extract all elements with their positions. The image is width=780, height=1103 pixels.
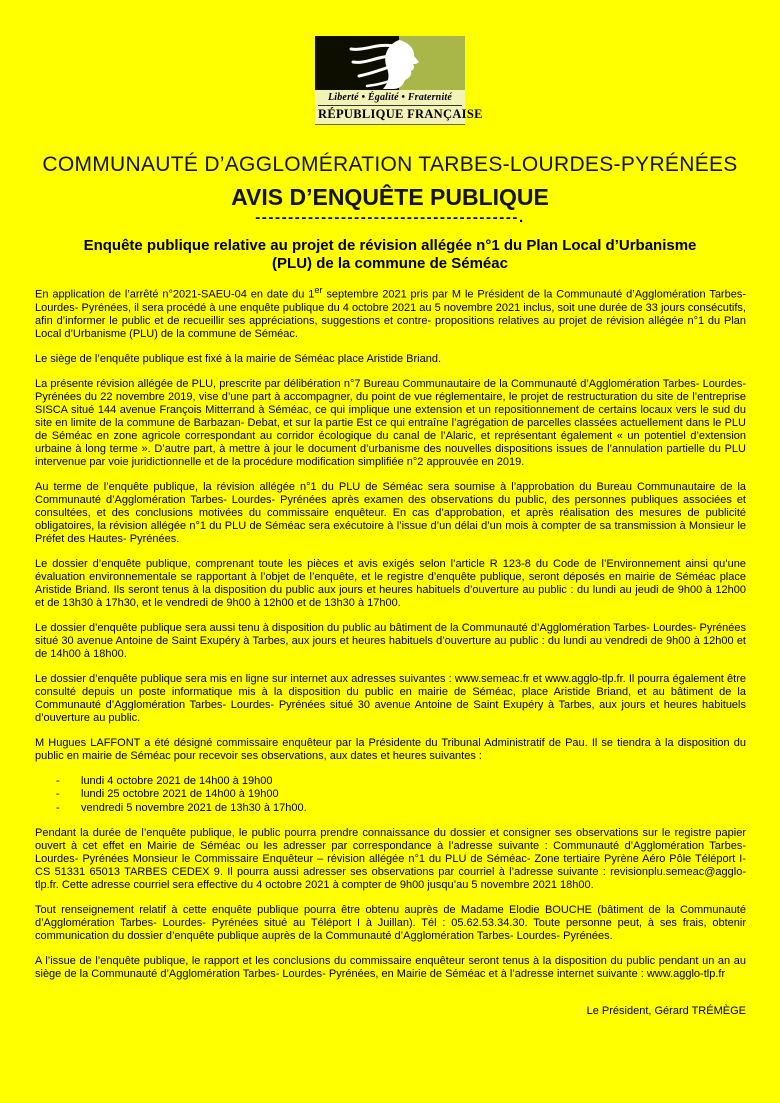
paragraph-observations: Pendant la durée de l’enquête publique, le public pourra prendre connaissance du dossier et consigner ses observations sur le registre papier ouvert à cet effet en Mairie de Séméac ou les adresser par correspondance à l’adresse suivante : Communauté d’Agglomération Tarbes- Lourdes- Pyrénées Monsieur le Commissaire Enquêteur – révision allégée n°1 du PLU de Séméac- Zone tertiaire Pyrène Aéro Pôle Téléport I- CS 51331 65013 TARBES CEDEX 9. Il pourra aussi adresser ses observations par courriel à l’adresse suivante : revisionplu.semeac@agglo-tlp.fr. Cette adresse courriel sera effective du 4 octobre 2021 à compter de 9h00 jusqu’au 5 novembre 2021 18h00. [35, 827, 746, 892]
paragraph-commissaire: M Hugues LAFFONT a été désigné commissaire enquêteur par la Présidente du Tribunal Administratif de Pau. Il se tiendra à la disposition du public en mairie de Séméac pour recevoir ses observations, aux dates et heures suivantes : [35, 736, 746, 762]
paragraph-renseignements: Tout renseignement relatif à cette enquête publique pourra être obtenu auprès de Madame Elodie BOUCHE (bâtiment de la Communauté d’Agglomération Tarbes- Lourdes- Pyrénées situé au Téléport I à Juillan). Tél : 05.62.53.34.30. Toute personne peut, à ses frais, obtenir communication du dossier d’enquête publique auprès de la Communauté d’Agglomération Tarbes- Lourdes- Pyrénées. [35, 904, 746, 943]
logo-text-band [315, 90, 483, 125]
schedule-item [56, 788, 746, 802]
republic-logo [315, 36, 483, 125]
paragraph-dossier-mairie: Le dossier d’enquête publique, comprenant toute les pièces et avis exigés selon l’article R 123-8 du Code de l’Environnement ainsi qu’une évaluation environnementale se rapportant à l’objet de l’enquête, et le registre d’enquête publique, seront déposés en mairie de Séméac place Aristide Briand. Ils seront tenus à la disposition du public aux jours et heures habituels d’ouverture au public : du lundi au jeudi de 9h00 à 12h00 et de 13h30 à 17h30, et le vendredi de 9h00 à 12h00 et de 13h30 à 17h00. [35, 557, 746, 609]
notice-object [0, 237, 780, 273]
superscript-er: er [314, 285, 323, 295]
marianne-flag-icon [315, 36, 465, 90]
schedule-item [56, 775, 746, 789]
paragraph-arrete-text: En application de l’arrêté n°2021-SAEU-04 en date du 1 [35, 288, 315, 301]
schedule-item-text: lundi 4 octobre 2021 de 14h00 à 19h00 [81, 774, 273, 787]
dash-bullet: - [56, 774, 60, 787]
dashed-divider: ----------------------------------------. [255, 209, 525, 226]
paragraph-arrete-text-2: septembre 2021 pris par M le Président de la Communauté d’Agglomération Tarbes- Lourdes- Pyrénées, il sera procédé à une enquête publique du 4 octobre 2021 au 5 novembre 2021 inclus, soit une durée de 33 jours consécutifs, afin d’informer le public et de recueillir ses appréciations, suggestions et contre- propositions relatives au projet de révision allégée n°1 du Plan Local d’Urbanisme (PLU) de la commune de Séméac. [35, 288, 746, 340]
schedule-list [35, 775, 746, 816]
org-title: COMMUNAUTÉ D’AGGLOMÉRATION TARBES-LOURDES-PYRÉNÉES [42, 153, 738, 176]
dash-bullet: - [56, 788, 60, 801]
schedule-item-text: lundi 25 octobre 2021 de 14h00 à 19h00 [81, 788, 279, 801]
paragraph-siege: Le siège de l’enquête publique est fixé à la mairie de Séméac place Aristide Briand. [35, 352, 442, 365]
notice-body [0, 273, 780, 1018]
paragraph-rapport: A l’issue de l’enquête publique, le rapport et les conclusions du commissaire enquêteur seront tenus à la disposition du public pendant un an au siège de la Communauté d’Agglomération Tarbes- Lourdes- Pyrénées, en Mairie de Séméac et à l’adresse internet suivante : www.agglo-tlp.fr [35, 955, 746, 981]
logo-country: RÉPUBLIQUE FRANÇAISE [318, 107, 483, 121]
paragraph-dossier-internet: Le dossier d’enquête publique sera mis en ligne sur internet aux adresses suivantes : www.semeac.fr et www.agglo-tlp.fr. Il pourra également être consulté depuis un poste informatique mis à la disposition du public en mairie de Séméac, place Aristide Briand, et au bâtiment de la Communauté d’Agglomération Tarbes- Lourdes- Pyrénées situé 30 avenue Antoine de Saint Exupéry à Tarbes, aux jours et heures habituels d’ouverture au public. [35, 672, 746, 724]
notice-object-line1: Enquête publique relative au projet de révision allégée n°1 du Plan Local d’Urbanisme [83, 237, 697, 254]
signature: Le Président, Gérard TRÉMÈGE [586, 1005, 746, 1018]
notice-title: AVIS D’ENQUÊTE PUBLIQUE [231, 184, 549, 210]
schedule-item [56, 802, 746, 816]
paragraph-arrete [35, 284, 746, 341]
notice-object-line2: (PLU) de la commune de Séméac [272, 255, 508, 272]
paragraph-objet-revision: La présente révision allégée de PLU, prescrite par délibération n°7 Bureau Communautaire de la Communauté d’Agglomération Tarbes- Lourdes- Pyrénées du 22 novembre 2019, vise d’une part à accompagner, du point de vue réglementaire, le projet de restructuration du site de l’entreprise SISCA situé 144 avenue François Mitterrand à Séméac, ce qui implique une extension et un repositionnement de certains locaux vers le sud du site en limite de la commune de Barbazan- Debat, et sur la partie Est ce qui entraîne l’agrégation de parcelles classées actuellement dans le PLU de Séméac en zone agricole correspondant au corridor écologique du canal de l’Alaric, et représentant également « un potentiel d’extension urbaine à long terme ». D’autre part, à mettre à jour le document d’urbanisme des nouvelles dispositions issues de l’annulation partielle du PLU intervenue par voie juridictionnelle et de la procédure modification simplifiée n°2 approuvée en 2019. [35, 377, 746, 468]
paragraph-approbation: Au terme de l’enquête publique, la révision allégée n°1 du PLU de Séméac sera soumise à l’approbation du Bureau Communautaire de la Communauté d’Agglomération Tarbes- Lourdes- Pyrénées après examen des observations du public, des personnes publiques associées et consultées, et des conclusions motivées du commissaire enquêteur. En cas d’approbation, et après réalisation des mesures de publicité obligatoires, la révision allégée n°1 du PLU de Séméac sera exécutoire à l’issue d’un délai d’un mois à compter de sa transmission à Monsieur le Préfet des Hautes- Pyrénées. [35, 480, 746, 545]
schedule-item-text: vendredi 5 novembre 2021 de 13h30 à 17h00. [81, 801, 307, 814]
logo-motto: Liberté • Égalité • Fraternité [318, 92, 462, 106]
dash-bullet: - [56, 801, 60, 814]
paragraph-dossier-agglo: Le dossier d’enquête publique sera aussi tenu à disposition du public au bâtiment de la Communauté d’Agglomération Tarbes- Lourdes- Pyrénées situé 30 avenue Antoine de Saint Exupéry à Tarbes, aux jours et heures habituels d’ouverture au public : du lundi au vendredi de 9h00 à 12h00 et de 14h00 à 18h00. [35, 621, 746, 660]
